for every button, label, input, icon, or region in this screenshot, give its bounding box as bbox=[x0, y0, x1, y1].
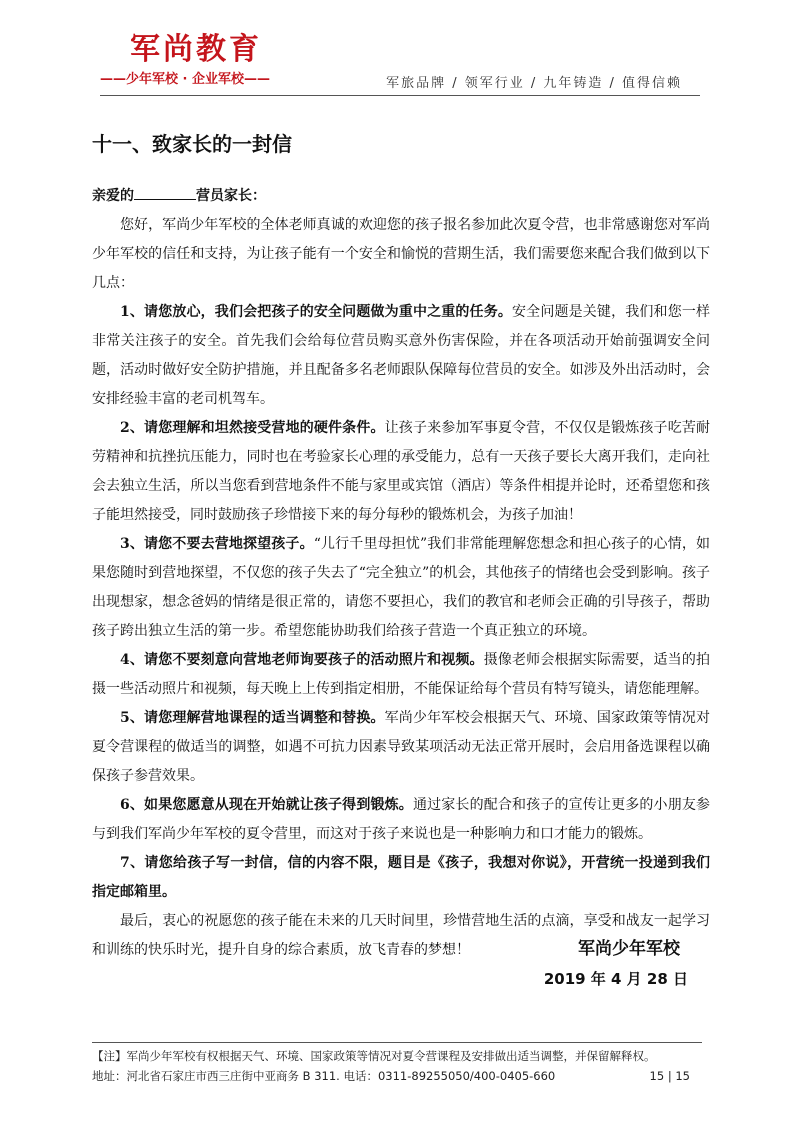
closing-paragraph: 最后，衷心的祝愿您的孩子能在未来的几天时间里，珍惜营地生活的点滴，享受和战友一起学习和训练的快乐时光，提升自身的综合素质，放飞青春的梦想！ bbox=[92, 913, 710, 958]
section-title: 十一、致家长的一封信 bbox=[92, 132, 292, 156]
item-heading: 2、请您理解和坦然接受营地的硬件条件。 bbox=[120, 420, 385, 436]
list-item bbox=[92, 414, 710, 530]
intro-paragraph: 您好，军尚少年军校的全体老师真诚的欢迎您的孩子报名参加此次夏令营，也非常感谢您对军尚少年军校的信任和支持，为让孩子能有一个安全和愉悦的营期生活，我们需要您来配合我们做到以下几点： bbox=[92, 217, 710, 291]
item-heading: 5、请您理解营地课程的适当调整和替换。 bbox=[120, 710, 385, 726]
greeting-prefix: 亲爱的 bbox=[92, 188, 134, 204]
footer-contact-row bbox=[92, 1066, 702, 1086]
page-footer bbox=[92, 1046, 702, 1086]
item-text: 通过家长的配合和孩子的宣传让更多的小朋友参与到我们军尚少年军校的夏令营里，而这对于孩子来说也是一种影响力和口才能力的锻炼。 bbox=[92, 797, 711, 842]
item-text: 让孩子来参加军事夏令营，不仅仅是锻炼孩子吃苦耐劳精神和抗挫抗压能力，同时也在考验家长心理的承受能力，总有一天孩子要长大离开我们，走向社会去独立生活，所以当您看到营地条件不能与家里或宾馆（酒店）等条件相提并论时，还希望您和孩子能坦然接受，同时鼓励孩子珍惜接下来的每分每秒的锻炼机会，为孩子加油！ bbox=[92, 420, 710, 523]
page-header bbox=[0, 0, 800, 100]
item-heading: 1、请您放心，我们会把孩子的安全问题做为重中之重的任务。 bbox=[120, 304, 513, 320]
signature-date: 2019 年 4 月 28 日 bbox=[543, 970, 688, 988]
footer-divider bbox=[92, 1042, 702, 1043]
logo-title: 军尚教育 bbox=[130, 32, 262, 67]
item-heading: 4、请您不要刻意向营地老师询要孩子的活动照片和视频。 bbox=[120, 652, 484, 668]
item-text: “儿行千里母担忧”我们非常能理解您想念和担心孩子的心情，如果您随时到营地探望，不仅您的孩子失去了“完全独立”的机会，其他孩子的情绪也会受到影响。孩子出现想家，想念爸妈的情绪是很正常的，请您不要担心，我们的教官和老师会正确的引导孩子，帮助孩子跨出独立生活的第一步。希望您能协助我们给孩子营造一个真正独立的环境。 bbox=[92, 536, 710, 639]
item-heading: 3、请您不要去营地探望孩子。 bbox=[120, 536, 314, 552]
item-text: 摄像老师会根据实际需要，适当的拍摄一些活动照片和视频，每天晚上上传到指定相册，不能保证给每个营员有特写镜头，请您能理解。 bbox=[92, 652, 710, 697]
signature-name: 军尚少年军校 bbox=[578, 939, 680, 959]
header-divider bbox=[100, 95, 700, 96]
greeting bbox=[92, 182, 710, 211]
list-item bbox=[92, 646, 710, 704]
item-text: 安全问题是关键，我们和您一样非常关注孩子的安全。首先我们会给每位营员购买意外伤害保险，并在各项活动开始前强调安全问题，活动时做好安全防护措施，并且配备多名老师跟队保障每位营员的安全。如涉及外出活动时，会安排经验丰富的老司机驾车。 bbox=[92, 304, 710, 407]
list-item bbox=[92, 849, 710, 907]
item-text: 军尚少年军校会根据天气、环境、国家政策等情况对夏令营课程的做适当的调整，如遇不可抗力因素导致某项活动无法正常开展时，会启用备选课程以确保孩子参营效果。 bbox=[92, 710, 710, 784]
list-item bbox=[92, 791, 710, 849]
greeting-suffix: 营员家长： bbox=[196, 188, 266, 204]
letter-body bbox=[92, 128, 710, 965]
footer-address: 地址：河北省石家庄市西三庄街中亚商务 B 311. 电话：0311-89255050/400-0405-660 bbox=[92, 1069, 556, 1083]
list-item bbox=[92, 298, 710, 414]
item-heading: 6、如果您愿意从现在开始就让孩子得到锻炼。 bbox=[120, 797, 413, 813]
item-heading: 7、请您给孩子写一封信，信的内容不限，题目是《孩子，我想对你说》，开营统一投递到我们指定邮箱里。 bbox=[92, 855, 710, 900]
header-slogan: 军旅品牌 / 领军行业 / 九年铸造 / 值得信赖 bbox=[386, 76, 682, 91]
logo-subtitle: ——少年军校 · 企业军校—— bbox=[100, 72, 270, 87]
page-number: 15 | 15 bbox=[649, 1069, 690, 1083]
name-blank bbox=[134, 185, 196, 200]
footer-note: 【注】军尚少年军校有权根据天气、环境、国家政策等情况对夏令营课程及安排做出适当调整，并保留解释权。 bbox=[92, 1049, 656, 1063]
list-item bbox=[92, 704, 710, 791]
signature-block bbox=[544, 934, 688, 994]
list-item bbox=[92, 530, 710, 646]
